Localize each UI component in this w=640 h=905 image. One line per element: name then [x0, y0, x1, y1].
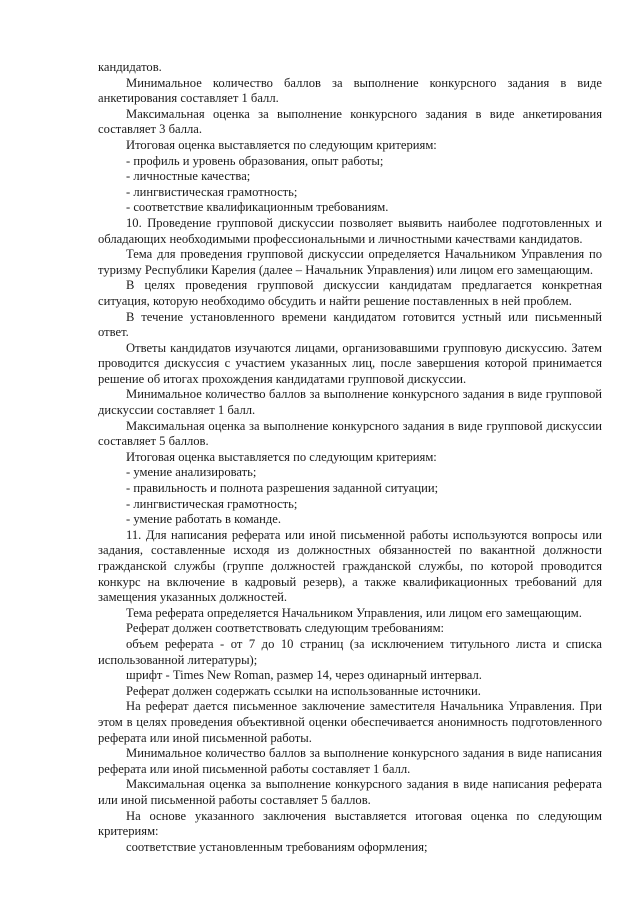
paragraph: Минимальное количество баллов за выполнение конкурсного задания в виде написания реферата или иной письменной работы составляет 1 балл.	[98, 746, 602, 776]
list-item: - профиль и уровень образования, опыт работы;	[126, 153, 384, 168]
paragraph: Максимальная оценка за выполнение конкурсного задания в виде написания реферата или иной письменной работы составляет 5 баллов.	[98, 777, 602, 807]
document-body	[98, 60, 602, 855]
paragraph: Максимальная оценка за выполнение конкурсного задания в виде групповой дискуссии составляет 5 баллов.	[98, 418, 602, 449]
paragraph: На реферат дается письменное заключение заместителя Начальника Управления. При этом в целях проведения объективной оценки обеспечивается анонимность подготовленного реферата или иной письменной работы.	[98, 699, 602, 745]
list-item: - умение анализировать;	[126, 465, 257, 480]
paragraph: Итоговая оценка выставляется по следующим критериям:	[126, 137, 437, 152]
paragraph: 11. Для написания реферата или иной письменной работы используются вопросы или задания, составленные исходя из должностных обязанностей по вакантной должности гражданской службы (группе должностей гражданской службы, по которой проводится конкурс на включение в кадровый резерв), а также квалификационных требований для замещения указанных должностей.	[98, 527, 602, 605]
paragraph: Реферат должен соответствовать следующим требованиям:	[126, 621, 445, 636]
paragraph: В целях проведения групповой дискуссии кандидатам предлагается конкретная ситуация, которую необходимо обсудить и найти решение поставленных в ней проблем.	[98, 278, 602, 308]
paragraph: Тема для проведения групповой дискуссии определяется Начальником Управления по туризму Республики Карелия (далее – Начальник Управления) или лицом его замещающим.	[98, 247, 602, 277]
paragraph: соответствие установленным требованиям оформления;	[126, 839, 428, 854]
list-item: - умение работать в команде.	[126, 512, 281, 527]
list-item: - лингвистическая грамотность;	[126, 184, 298, 199]
paragraph: Тема реферата определяется Начальником Управления, или лицом его замещающим.	[126, 605, 582, 620]
paragraph: В течение установленного времени кандидатом готовится устный или письменный ответ.	[98, 309, 602, 340]
paragraph: Реферат должен содержать ссылки на использованные источники.	[126, 683, 481, 698]
paragraph: На основе указанного заключения выставляется итоговая оценка по следующим критериям:	[98, 808, 602, 839]
list-item: - личностные качества;	[126, 169, 251, 184]
paragraph: шрифт - Times New Roman, размер 14, через одинарный интервал.	[126, 668, 482, 683]
list-item: - лингвистическая грамотность;	[126, 496, 298, 511]
list-item: - правильность и полнота разрешения заданной ситуации;	[126, 481, 439, 496]
paragraph: Минимальное количество баллов за выполнение конкурсного задания в виде анкетирования составляет 1 балл.	[98, 75, 602, 106]
paragraph: Ответы кандидатов изучаются лицами, организовавшими групповую дискуссию. Затем проводится дискуссия с участием указанных лиц, после завершения которой принимается решение об итогах прохождения кандидатами групповой дискуссии.	[98, 340, 602, 386]
paragraph: Минимальное количество баллов за выполнение конкурсного задания в виде групповой дискуссии составляет 1 балл.	[98, 387, 602, 418]
paragraph: 10. Проведение групповой дискуссии позволяет выявить наиболее подготовленных и обладающих необходимыми профессиональными и личностными качествами кандидатов.	[98, 215, 602, 246]
paragraph: кандидатов.	[98, 60, 162, 74]
paragraph: Итоговая оценка выставляется по следующим критериям:	[126, 449, 437, 464]
paragraph: объем реферата - от 7 до 10 страниц (за исключением титульного листа и списка использованной литературы);	[98, 636, 602, 667]
list-item: - соответствие квалификационным требованиям.	[126, 200, 389, 215]
paragraph: Максимальная оценка за выполнение конкурсного задания в виде анкетирования составляет 3 балла.	[98, 106, 602, 137]
